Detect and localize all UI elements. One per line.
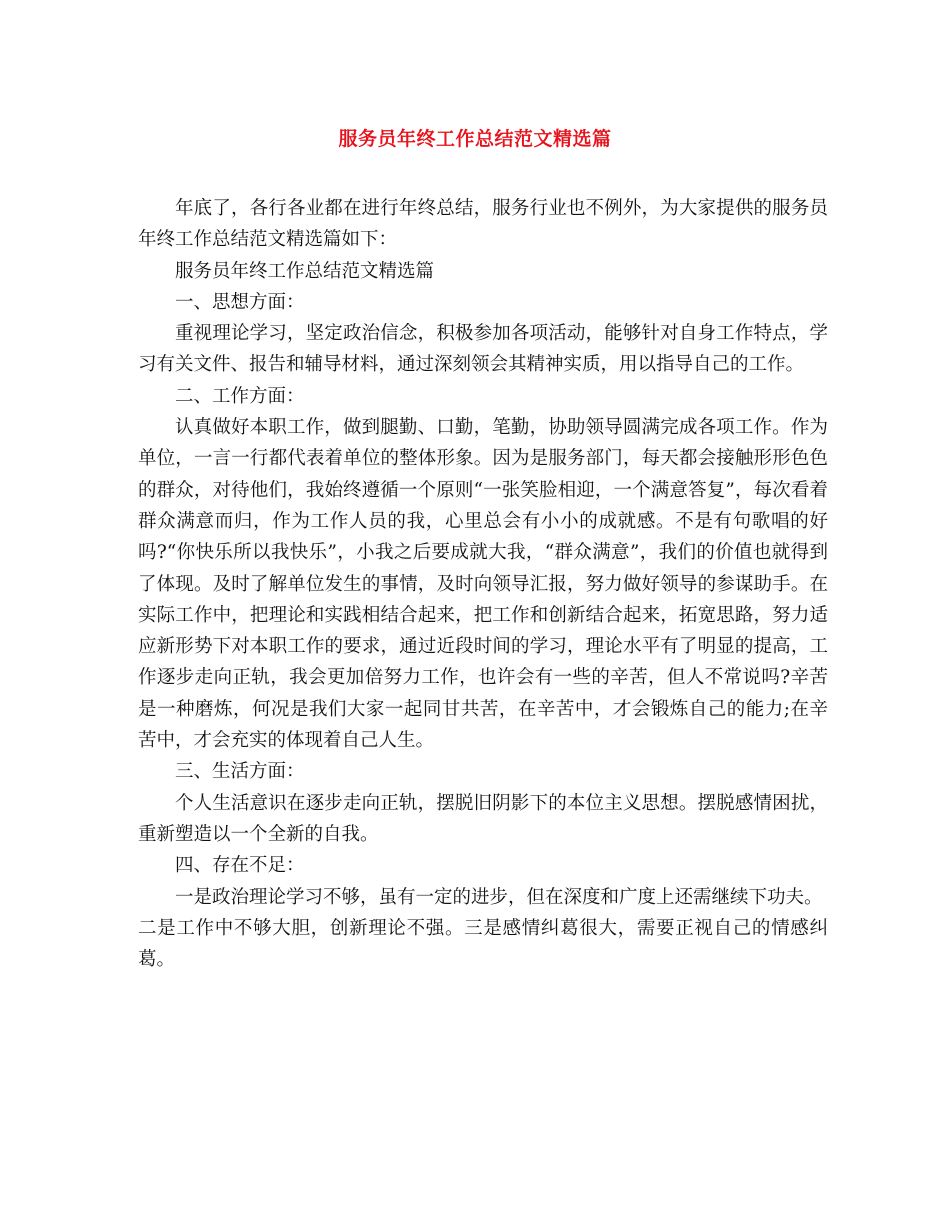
document-body bbox=[138, 193, 828, 975]
section-heading-shortcomings: 四、存在不足： bbox=[175, 855, 305, 877]
section-paragraph-shortcomings-2: 二是工作中不够大胆，创新理论不强。三是感情纠葛很大，需要正视自己的情感纠葛。 bbox=[138, 917, 828, 971]
section-heading-work: 二、工作方面： bbox=[175, 385, 305, 407]
section-paragraph-shortcomings-1: 一是政治理论学习不够，虽有一定的进步，但在深度和广度上还需继续下功夫。 bbox=[175, 886, 823, 908]
section-heading-life: 三、生活方面： bbox=[175, 761, 305, 783]
section-paragraph-work: 认真做好本职工作，做到腿勤、口勤，笔勤，协助领导圆满完成各项工作。作为单位，一言一行都代表着单位的整体形象。因为是服务部门，每天都会接触形形色色的群众，对待他们，我始终遵循一个原则“一张笑脸相迎，一个满意答复”，每次看着群众满意而归，作为工作人员的我，心里总会有小小的成就感。不是有句歌唱的好吗?“你快乐所以我快乐”，小我之后要成就大我，“群众满意”，我们的价值也就得到了体现。及时了解单位发生的事情，及时向领导汇报，努力做好领导的参谋助手。在实际工作中，把理论和实践相结合起来，把工作和创新结合起来，拓宽思路，努力适应新形势下对本职工作的要求，通过近段时间的学习，理论水平有了明显的提高，工作逐步走向正轨，我会更加倍努力工作，也许会有一些的辛苦，但人不常说吗?辛苦是一种磨炼，何况是我们大家一起同甘共苦，在辛苦中，才会锻炼自己的能力;在辛苦中，才会充实的体现着自己人生。 bbox=[138, 417, 828, 752]
section-heading-thought: 一、思想方面： bbox=[175, 291, 305, 313]
document-title: 服务员年终工作总结范文精选篇 bbox=[338, 128, 612, 150]
section-paragraph-life: 个人生活意识在逐步走向正轨，摆脱旧阴影下的本位主义思想。摆脱感情困扰，重新塑造以一个全新的自我。 bbox=[138, 792, 828, 845]
section-paragraph-thought: 重视理论学习，坚定政治信念，积极参加各项活动，能够针对自身工作特点，学习有关文件、报告和辅导材料，通过深刻领会其精神实质，用以指导自己的工作。 bbox=[138, 323, 828, 376]
subtitle-line: 服务员年终工作总结范文精选篇 bbox=[175, 260, 435, 282]
intro-paragraph: 年底了，各行各业都在进行年终总结，服务行业也不例外，为大家提供的服务员年终工作总结范文精选篇如下： bbox=[138, 198, 828, 251]
